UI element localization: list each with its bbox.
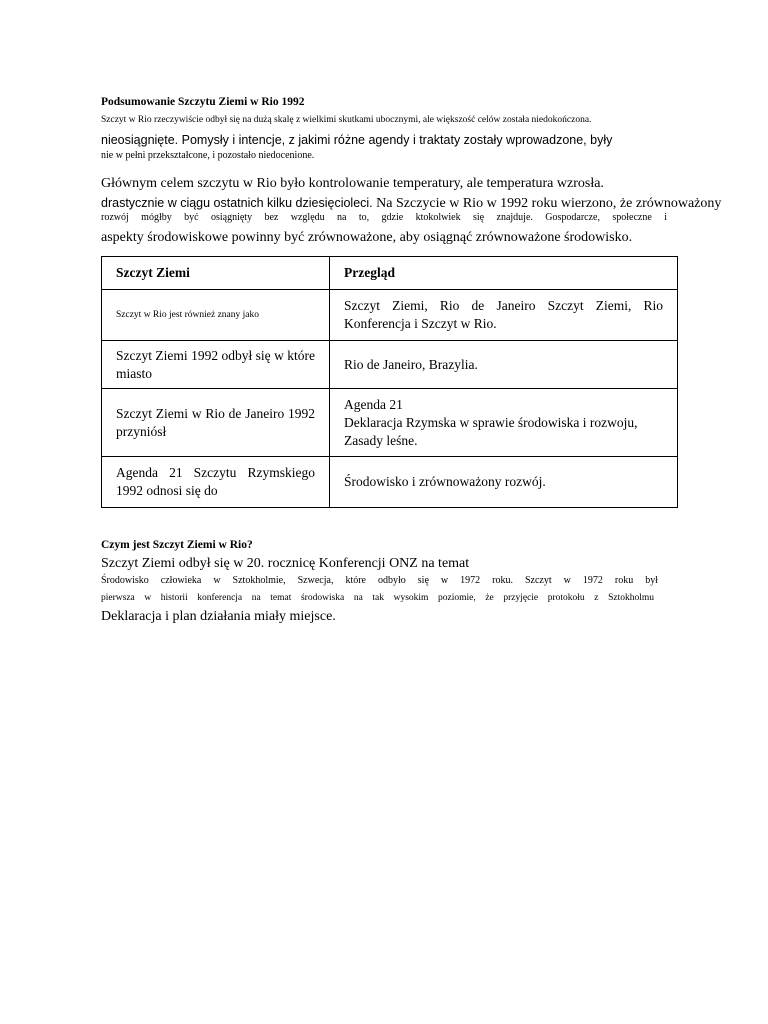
table-header-overview: Przegląd <box>330 257 678 290</box>
summary-line-2: nieosiągnięte. Pomysły i intencje, z jakimi różne agendy i traktaty zostały wprowadzone, były <box>101 133 613 147</box>
table-cell-answer: Agenda 21 Deklaracja Rzymska w sprawie środowiska i rozwoju, Zasady leśne. <box>330 389 678 457</box>
summary-line-1: Szczyt w Rio rzeczywiście odbył się na dużą skalę z wielkimi skutkami ubocznymi, ale większość celów została niedokończona. <box>101 115 592 125</box>
summary-line-4: Głównym celem szczytu w Rio było kontrolowanie temperatury, ale temperatura wzrosła. <box>101 176 604 191</box>
summary-line-5 <box>101 195 721 211</box>
section2-line-2: Środowisko człowieka w Sztokholmie, Szwecja, które odbyło się w 1972 roku. Szczyt w 1972 roku był <box>101 575 658 586</box>
table-row <box>102 457 678 508</box>
summary-line-3: nie w pełni przekształcone, i pozostało niedocenione. <box>101 150 315 161</box>
table-row <box>102 290 678 341</box>
section2-line-4: Deklaracja i plan działania miały miejsce. <box>101 609 336 624</box>
table-cell-question: Szczyt Ziemi 1992 odbył się w które miasto <box>102 341 330 389</box>
table-cell-answer: Rio de Janeiro, Brazylia. <box>330 341 678 389</box>
summit-summary-table <box>101 256 678 508</box>
section2-line-3: pierwsza w historii konferencja na temat środowiska na tak wysokim poziomie, że przyjęcie protokołu z Sztokholmu <box>101 593 654 603</box>
section2-line-1: Szczyt Ziemi odbył się w 20. rocznicę Konferencji ONZ na temat <box>101 556 470 571</box>
summary-line-7: aspekty środowiskowe powinny być zrównoważone, aby osiągnąć zrównoważone środowisko. <box>101 230 633 245</box>
table-cell-question: Agenda 21 Szczytu Rzymskiego 1992 odnosi się do <box>102 457 330 508</box>
table-cell-answer: Środowisko i zrównoważony rozwój. <box>330 457 678 508</box>
table-row <box>102 341 678 389</box>
table-cell-question: Szczyt Ziemi w Rio de Janeiro 1992 przyniósł <box>102 389 330 457</box>
summary-line-5-part-b: Na Szczycie w Rio w 1992 roku wierzono, że zrównoważony <box>372 196 722 211</box>
table-cell-question: Szczyt w Rio jest również znany jako <box>102 290 330 341</box>
summary-line-5-part-a: drastycznie w ciągu ostatnich kilku dziesięcioleci. <box>101 196 373 210</box>
summary-line-6: rozwój mógłby być osiągnięty bez względu na to, gdzie ktokolwiek się znajduje. Gospodarcze, społeczne i <box>101 212 667 223</box>
summary-heading: Podsumowanie Szczytu Ziemi w Rio 1992 <box>101 96 305 108</box>
table-cell-answer: Szczyt Ziemi, Rio de Janeiro Szczyt Ziemi, Rio Konferencja i Szczyt w Rio. <box>330 290 678 341</box>
table-row <box>102 389 678 457</box>
section2-heading: Czym jest Szczyt Ziemi w Rio? <box>101 539 253 551</box>
table-header-summit: Szczyt Ziemi <box>102 257 330 290</box>
table-header-row <box>102 257 678 290</box>
